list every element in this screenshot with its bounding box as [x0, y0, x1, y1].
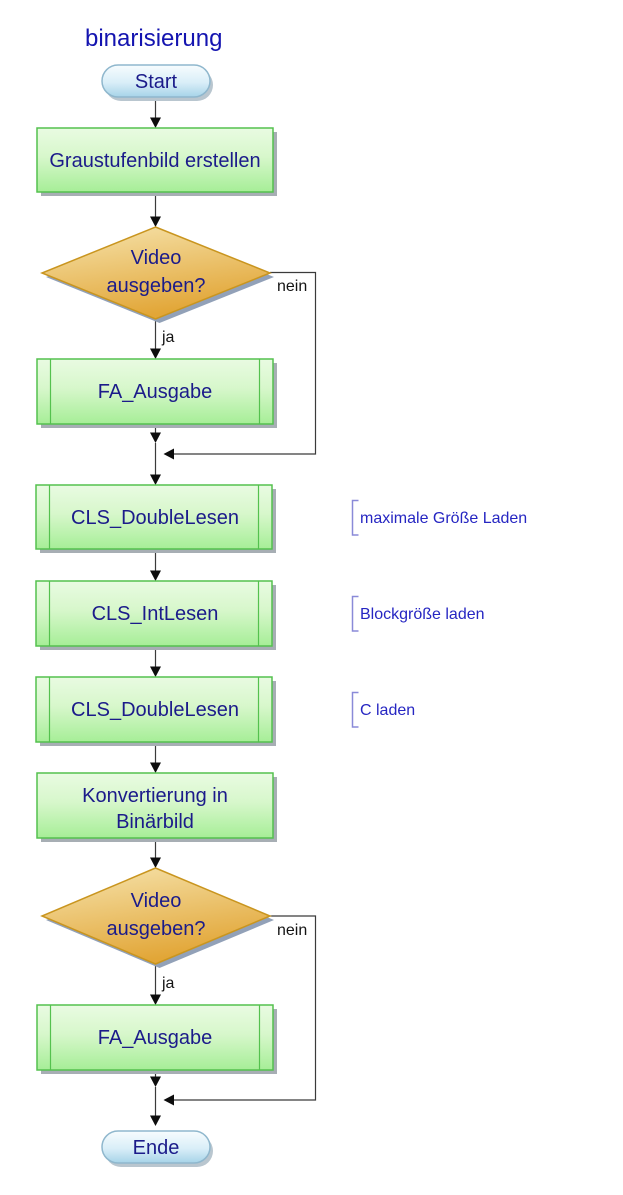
branch-label-nein-1: nein: [277, 278, 308, 295]
node-fa1-label: FA_Ausgabe: [97, 381, 213, 403]
node-decision2-label-line2: ausgeben?: [106, 918, 206, 940]
node-fa2-label: FA_Ausgabe: [97, 1027, 213, 1049]
node-decision2-shape: [42, 868, 270, 964]
arrowhead-down-icon: [150, 1077, 161, 1088]
arrowhead-down-icon: [150, 1116, 161, 1127]
branch-label-ja-2: ja: [162, 975, 175, 992]
arrowhead-down-icon: [150, 995, 161, 1006]
branch-label-ja-1: ja: [162, 329, 175, 346]
arrowhead-down-icon: [150, 571, 161, 582]
annotation-1: [353, 501, 528, 536]
node-decision1: [42, 227, 274, 323]
node-start: [102, 65, 213, 101]
node-convert-label-line1: Konvertierung in: [82, 785, 228, 807]
node-convert-label-line2: Binärbild: [116, 811, 194, 833]
node-fa1: [37, 359, 277, 428]
arrowhead-down-icon: [150, 433, 161, 444]
node-start-label: Start: [134, 71, 178, 93]
node-fa2: [37, 1005, 277, 1074]
node-grayscale: [37, 128, 277, 196]
annotation-2-text: Blockgröße laden: [360, 606, 485, 623]
annotation-bracket-icon: [353, 597, 359, 632]
node-cls-int-label: CLS_IntLesen: [91, 603, 219, 625]
annotation-2: [353, 597, 485, 632]
node-grayscale-label: Graustufenbild erstellen: [49, 150, 261, 172]
node-cls-double1-label: CLS_DoubleLesen: [71, 507, 239, 529]
node-decision2: [42, 868, 274, 968]
arrowhead-down-icon: [150, 763, 161, 774]
arrowhead-down-icon: [150, 349, 161, 360]
node-cls-double1: [36, 485, 276, 553]
annotation-3: [353, 693, 416, 728]
node-decision1-label-line2: ausgeben?: [106, 275, 206, 297]
arrowhead-left-icon: [164, 449, 175, 460]
arrowhead-down-icon: [150, 217, 161, 228]
arrowhead-down-icon: [150, 118, 161, 129]
arrowhead-left-icon: [164, 1095, 175, 1106]
diagram-title: binarisierung: [85, 25, 223, 52]
arrowhead-down-icon: [150, 475, 161, 486]
node-decision1-shape: [42, 227, 270, 319]
annotation-bracket-icon: [353, 501, 359, 536]
node-decision2-label-line1: Video: [130, 890, 182, 912]
node-ende: [102, 1131, 213, 1167]
node-cls-int: [36, 581, 276, 650]
arrowhead-down-icon: [150, 667, 161, 678]
node-ende-label: Ende: [132, 1137, 180, 1159]
annotation-1-text: maximale Größe Laden: [360, 510, 528, 527]
branch-label-nein-2: nein: [277, 922, 308, 939]
node-convert: [37, 773, 277, 842]
arrowhead-down-icon: [150, 858, 161, 869]
annotation-bracket-icon: [353, 693, 359, 728]
node-decision1-label-line1: Video: [130, 247, 182, 269]
node-cls-double2: [36, 677, 276, 746]
annotation-3-text: C laden: [360, 702, 416, 719]
node-cls-double2-label: CLS_DoubleLesen: [71, 699, 239, 721]
